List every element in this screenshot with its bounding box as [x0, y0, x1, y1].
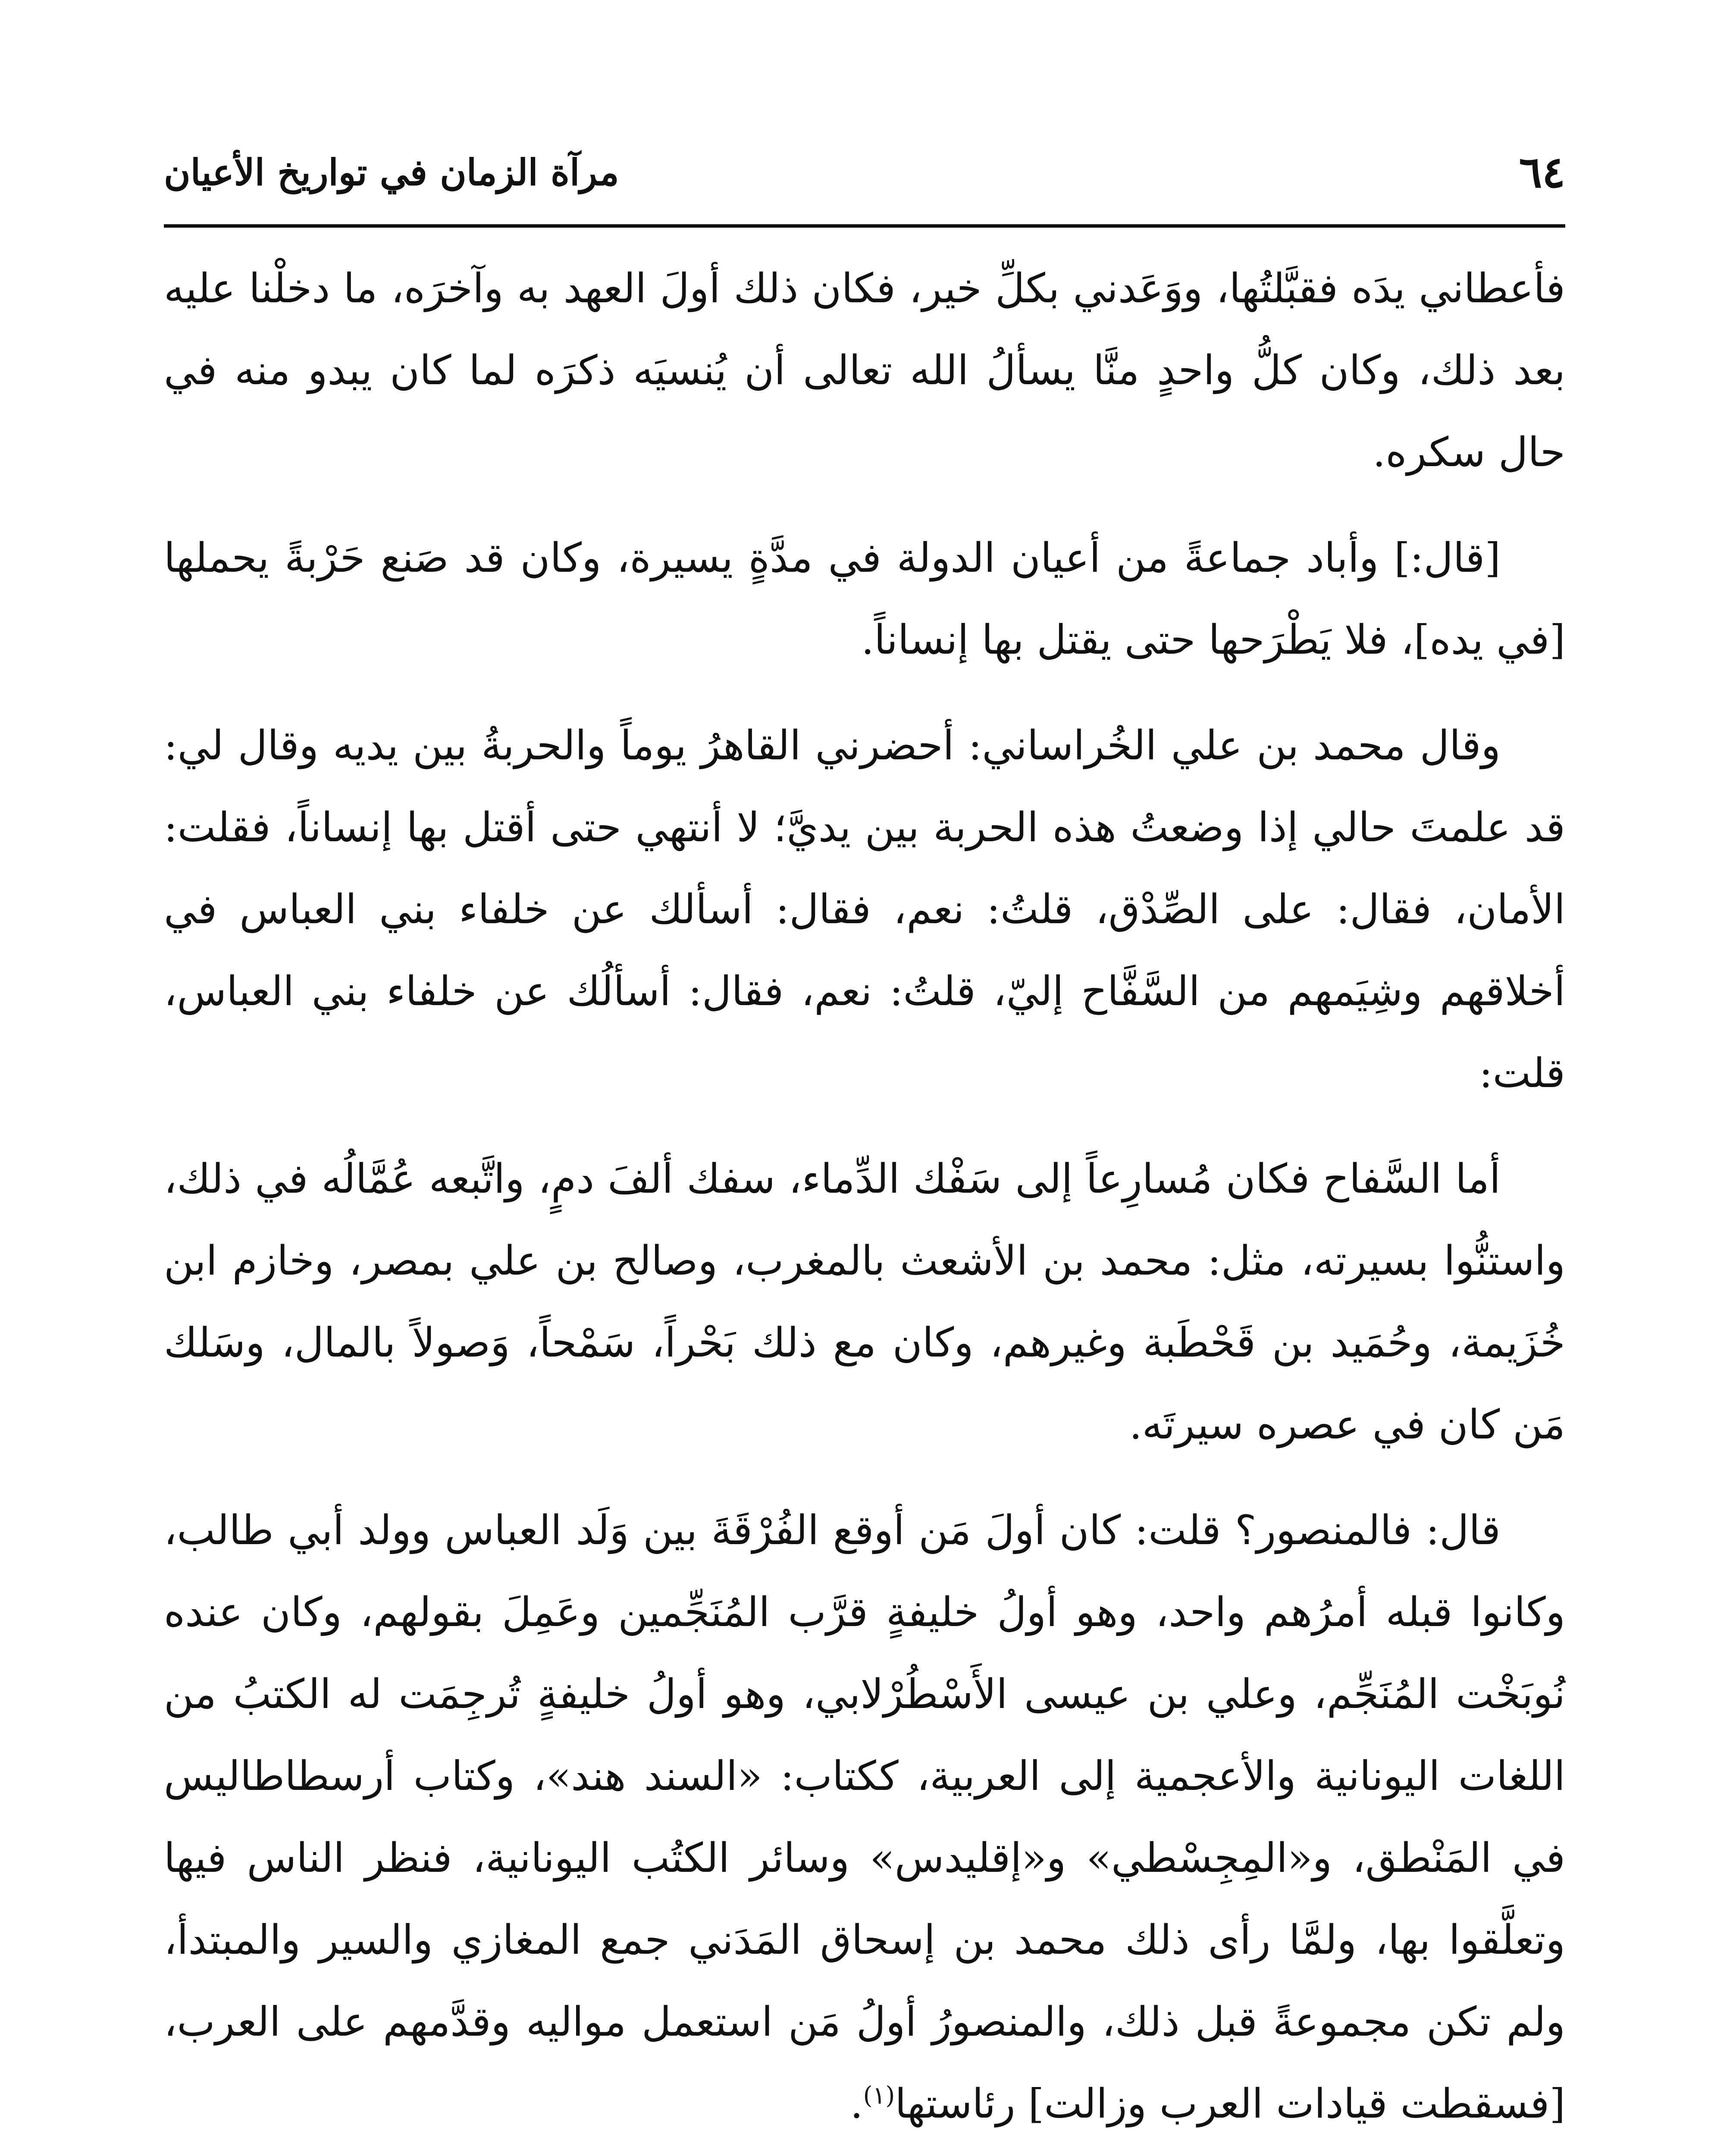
- paragraph: فأعطاني يدَه فقبَّلتُها، ووَعَدني بكلِّ خير، فكان ذلك أولَ العهد به وآخرَه، ما دخلْنا عليه بعد ذلك، وكان كلُّ واحدٍ منَّا يسألُ الله تعالى أن يُنسيَه ذكرَه لما كان يبدو منه في حال سكره.: [164, 265, 1565, 476]
- running-title: مرآة الزمان في تواريخ الأعيان: [164, 151, 619, 194]
- paragraph: أما السَّفاح فكان مُسارِعاً إلى سَفْك الدِّماء، سفك ألفَ دمٍ، واتَّبعه عُمَّالُه في ذلك، واستنُّوا بسيرته، مثل: محمد بن الأشعث بالمغرب، وصالح بن علي بمصر، وخازم ابن خُزَيمة، وحُمَيد بن قَحْطَبة وغيرهم، وكان مع ذلك بَحْراً، سَمْحاً، وَصولاً بالمال، وسَلك مَن كان في عصره سيرتَه.: [164, 1156, 1565, 1448]
- header-divider: [164, 224, 1565, 228]
- paragraph: [قال:] وأباد جماعةً من أعيان الدولة في مدَّةٍ يسيرة، وكان قد صَنع حَرْبةً يحملها [في يده]، فلا يَطْرَحها حتى يقتل بها إنساناً.: [164, 535, 1565, 664]
- paragraph: وقال محمد بن علي الخُراساني: أحضرني القاهرُ يوماً والحربةُ بين يديه وقال لي: قد علمتَ حالي إذا وضعتُ هذه الحربة بين يديَّ؛ لا أنتهي حتى أقتل بها إنساناً، فقلت: الأمان، فقال: على الصِّدْق، قلتُ: نعم، فقال: أسألك عن خلفاء بني العباس في أخلاقهم وشِيَمهم من السَّفَّاح إليّ، قلتُ: نعم، فقال: أسألُك عن خلفاء بني العباس، قلت:: [164, 722, 1565, 1097]
- main-text: [164, 248, 1565, 2156]
- footnote-reference: (١): [863, 2081, 895, 2110]
- page-number: ٦٤: [1519, 147, 1565, 197]
- paragraph-text: قال: فالمنصور؟ قلت: كان أولَ مَن أوقع الفُرْقَةَ بين وَلَد العباس وولد أبي طالب، وكانوا قبله أمرُهم واحد، وهو أولُ خليفةٍ قرَّب المُنَجِّمين وعَمِلَ بقولهم، وكان عنده نُوبَخْت المُنَجِّم، وعلي بن عيسى الأَسْطُرْلابي، وهو أولُ خليفةٍ تُرجِمَت له الكتبُ من اللغات اليونانية والأعجمية إلى العربية، ككتاب: «السند هند»، وكتاب أرسطاطاليس في المَنْطق، و«المِجِسْطي» و«إقليدس» وسائر الكتُب اليونانية، فنظر الناس فيها وتعلَّقوا بها، ولمَّا رأى ذلك محمد بن إسحاق المَدَني جمع المغازي والسير والمبتدأ، ولم تكن مجموعةً قبل ذلك، والمنصورُ أولُ مَن استعمل مواليه وقدَّمهم على العرب، [فسقطت قيادات العرب وزالت] رئاستها: [164, 1507, 1565, 2128]
- final-punctuation: .: [850, 2081, 863, 2128]
- page-header: [164, 142, 1565, 211]
- paragraph-last: [164, 1490, 1565, 2145]
